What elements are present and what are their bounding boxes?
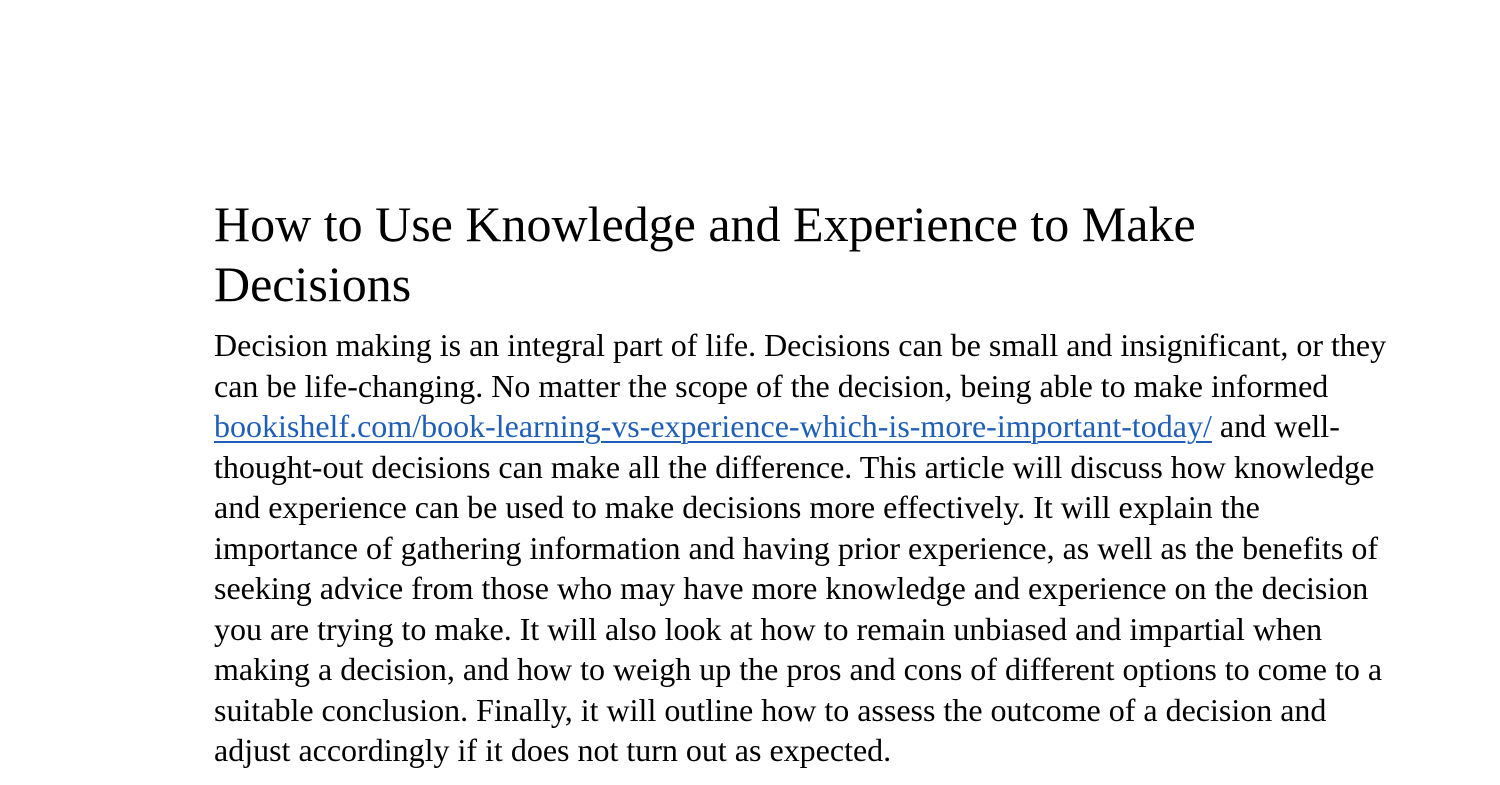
article-link[interactable]: bookishelf.com/book-learning-vs-experience-which-is-more-important-today/ xyxy=(214,408,1212,444)
paragraph-text-before-link: Decision making is an integral part of life. Decisions can be small and insignificant, or they can be life-changing. No matter the scope of the decision, being able to make informed xyxy=(214,327,1387,404)
paragraph-text-after-link: and well-thought-out decisions can make all the difference. This article will discuss how knowledge and experience can be used to make decisions more effectively. It will explain the importance of gathering information and having prior experience, as well as the benefits of seeking advice from those who may have more knowledge and experience on the decision you are trying to make. It will also look at how to remain unbiased and impartial when making a decision, and how to weigh up the pros and cons of different options to come to a suitable conclusion. Finally, it will outline how to assess the outcome of a decision and adjust accordingly if it does not turn out as expected. xyxy=(214,408,1383,768)
document-title: How to Use Knowledge and Experience to Make Decisions xyxy=(214,196,1196,312)
body-paragraph xyxy=(214,325,1394,771)
